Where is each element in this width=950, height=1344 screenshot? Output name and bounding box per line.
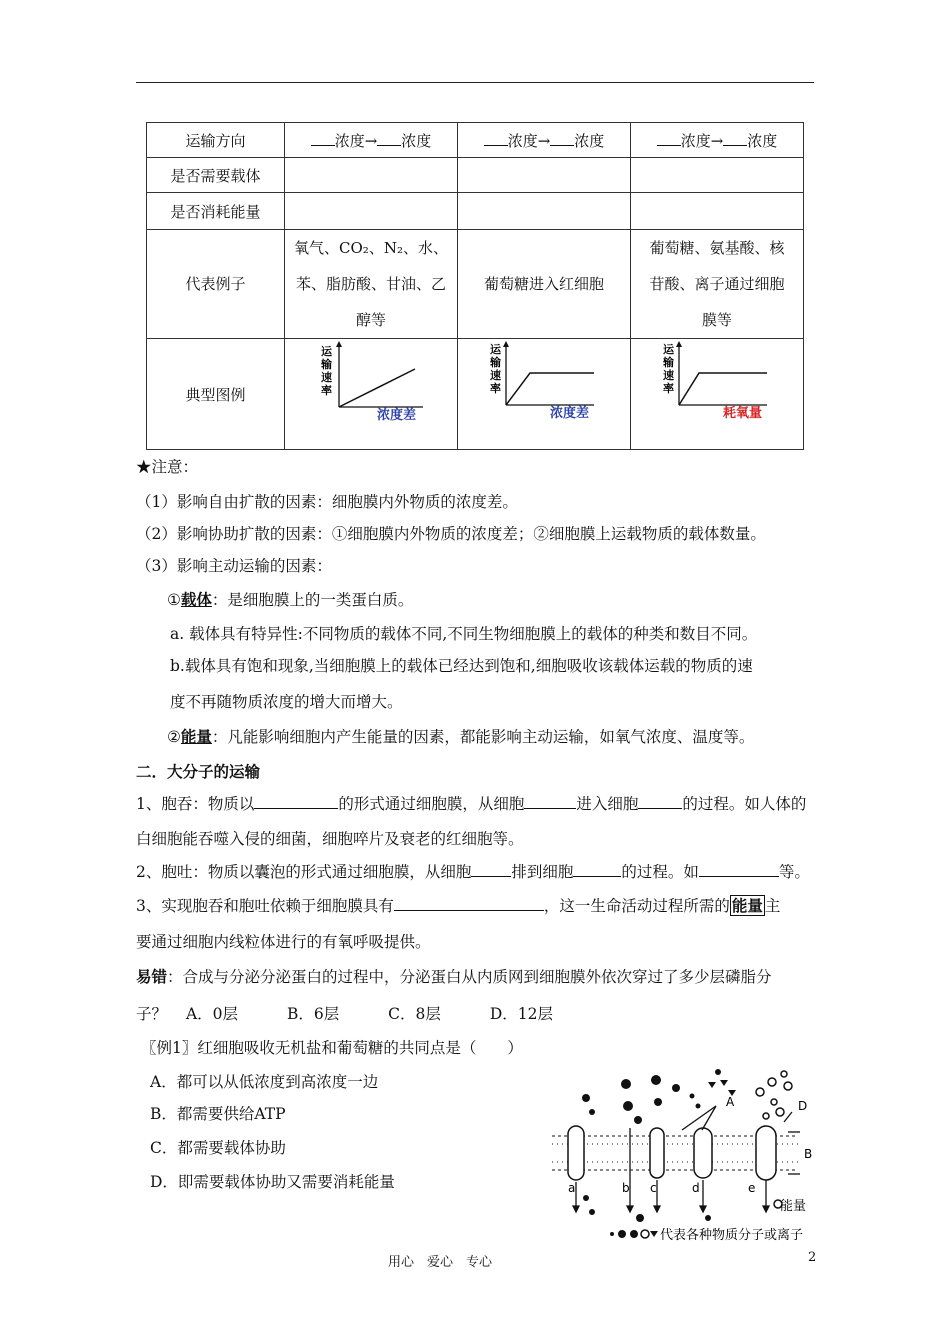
graph-cell-linear	[285, 339, 458, 450]
svg-text:率: 率	[321, 384, 332, 397]
svg-text:输: 输	[490, 356, 501, 369]
svg-text:A: A	[726, 1095, 735, 1109]
note-3: （3）影响主动运输的因素：	[136, 557, 332, 575]
transport-proteins	[568, 1126, 776, 1180]
trap-option-c: C．8层	[388, 1005, 441, 1023]
svg-text:输: 输	[663, 356, 674, 369]
example1-option-b: B．都需要供给ATP	[150, 1105, 286, 1123]
row-label: 是否消耗能量	[147, 193, 285, 230]
empty-cell	[285, 193, 458, 230]
trap-option-b: B．6层	[286, 1005, 340, 1023]
exocytosis-line: 2、胞吐：物质以囊泡的形式通过细胞膜，从细胞 排到细胞 的过程。如 等。	[136, 863, 810, 881]
svg-text:浓度差: 浓度差	[550, 406, 590, 421]
svg-text:输: 输	[321, 358, 332, 371]
example1-option-d: D．即需要载体协助又需要消耗能量	[150, 1173, 395, 1191]
row-examples	[147, 230, 804, 339]
note-energy: ②能量：凡能影响细胞内产生能量的因素，都能影响主动运输，如氧气浓度、温度等。	[167, 727, 755, 746]
saturation-rate-graph-concentration	[464, 339, 624, 445]
empty-cell	[285, 158, 458, 193]
note-carrier-b-line2: 度不再随物质浓度的增大而增大。	[170, 693, 403, 711]
note-1: （1）影响自由扩散的因素：细胞膜内外物质的浓度差。	[136, 493, 518, 511]
footer-motto: 用心 爱心 专心	[388, 1255, 493, 1270]
empty-cell	[631, 193, 804, 230]
note-carrier-b-line1: b.载体具有饱和现象,当细胞膜上的载体已经达到饱和,细胞吸收该载体运载的物质的速	[170, 657, 753, 675]
empty-cell	[631, 158, 804, 193]
svg-text:e: e	[748, 1181, 756, 1195]
row-direction	[147, 123, 804, 158]
svg-text:运: 运	[663, 343, 674, 356]
example1-option-c: C．都需要载体协助	[150, 1139, 286, 1157]
examples-facilitated-diffusion: 葡萄糖进入红细胞	[458, 230, 631, 339]
svg-text:a: a	[568, 1181, 576, 1195]
endocytosis-line2: 白细胞能吞噬入侵的细菌，细胞啐片及衰老的红细胞等。	[136, 830, 524, 848]
svg-text:b: b	[622, 1181, 630, 1195]
page-number: 2	[808, 1250, 817, 1265]
outside-molecules	[582, 1069, 792, 1124]
svg-text:c: c	[650, 1181, 657, 1195]
legend-symbols	[610, 1230, 658, 1238]
membrane-property-line2: 要通过细胞内线粒体进行的有氧呼吸提供。	[136, 933, 431, 951]
svg-text:能量: 能量	[780, 1199, 807, 1214]
svg-text:d: d	[692, 1181, 700, 1195]
trap-option-a: A．0层	[185, 1005, 239, 1023]
trap-option-d: D．12层	[489, 1005, 553, 1023]
graph-cell-saturation-2	[631, 339, 804, 450]
header-rule	[136, 82, 814, 83]
svg-text:运: 运	[490, 343, 501, 356]
graph-cell-saturation-1	[458, 339, 631, 450]
svg-text:耗氧量: 耗氧量	[723, 406, 763, 421]
row-energy	[147, 193, 804, 230]
membrane-transport-diagram	[548, 1068, 838, 1248]
linear-rate-graph	[291, 339, 451, 445]
examples-active-transport: 葡萄糖、氨基酸、核 苷酸、离子通过细胞 膜等	[631, 230, 804, 339]
svg-text:率: 率	[490, 382, 501, 395]
row-graphs	[147, 339, 804, 450]
note-carrier-a: a. 载体具有特异性:不同物质的载体不同,不同生物细胞膜上的载体的种类和数目不同。	[170, 625, 758, 643]
note-2: （2）影响协助扩散的因素：①细胞膜内外物质的浓度差；②细胞膜上运载物质的载体数量。	[136, 525, 766, 543]
row-label: 代表例子	[147, 230, 285, 339]
examples-free-diffusion: 氧气、CO₂、N₂、水、 苯、脂肪酸、甘油、乙 醇等	[285, 230, 458, 339]
svg-text:代表各种物质分子或离子: 代表各种物质分子或离子	[660, 1228, 804, 1243]
row-carrier	[147, 158, 804, 193]
example1-option-a: A．都可以从低浓度到高浓度一边	[150, 1073, 379, 1091]
svg-text:速: 速	[663, 369, 674, 382]
note-carrier: ①载体：是细胞膜上的一类蛋白质。	[167, 590, 414, 609]
transport-comparison-table	[146, 122, 804, 450]
section-heading: 二．大分子的运输	[136, 763, 261, 781]
svg-text:D: D	[798, 1099, 808, 1113]
svg-text:运: 运	[321, 345, 332, 358]
membrane-property-line1: 3、实现胞吞和胞吐依赖于细胞膜具有 ，这一生命活动过程所需的 能量 主	[136, 896, 781, 915]
row-label: 典型图例	[147, 339, 285, 450]
direction-cell-1: 浓度→ 浓度	[285, 123, 458, 158]
example1-stem: 〖例1〗红细胞吸收无机盐和葡萄糖的共同点是（ ）	[141, 1039, 523, 1057]
empty-cell	[458, 158, 631, 193]
svg-text:B: B	[804, 1147, 813, 1161]
trap-question-line2: 子？ A．0层 B．6层 C．8层 D．12层	[136, 1005, 553, 1023]
note-heading: ★注意：	[136, 458, 199, 476]
direction-cell-3: 浓度→ 浓度	[631, 123, 804, 158]
trap-question-line1: 易错：合成与分泌分泌蛋白的过程中，分泌蛋白从内质网到细胞膜外依次穿过了多少层磷脂分	[136, 967, 772, 986]
endocytosis-line1: 1、胞吞：物质以 的形式通过细胞膜，从细胞 进入细胞 的过程。如人体的	[136, 795, 807, 813]
row-label: 运输方向	[147, 123, 285, 158]
row-label: 是否需要载体	[147, 158, 285, 193]
saturation-rate-graph-oxygen	[637, 339, 797, 445]
empty-cell	[458, 193, 631, 230]
inside-molecules	[583, 1195, 782, 1222]
svg-text:速: 速	[490, 369, 501, 382]
svg-text:速: 速	[321, 371, 332, 384]
svg-text:率: 率	[663, 382, 674, 395]
direction-cell-2: 浓度→ 浓度	[458, 123, 631, 158]
svg-text:浓度差: 浓度差	[377, 408, 417, 423]
